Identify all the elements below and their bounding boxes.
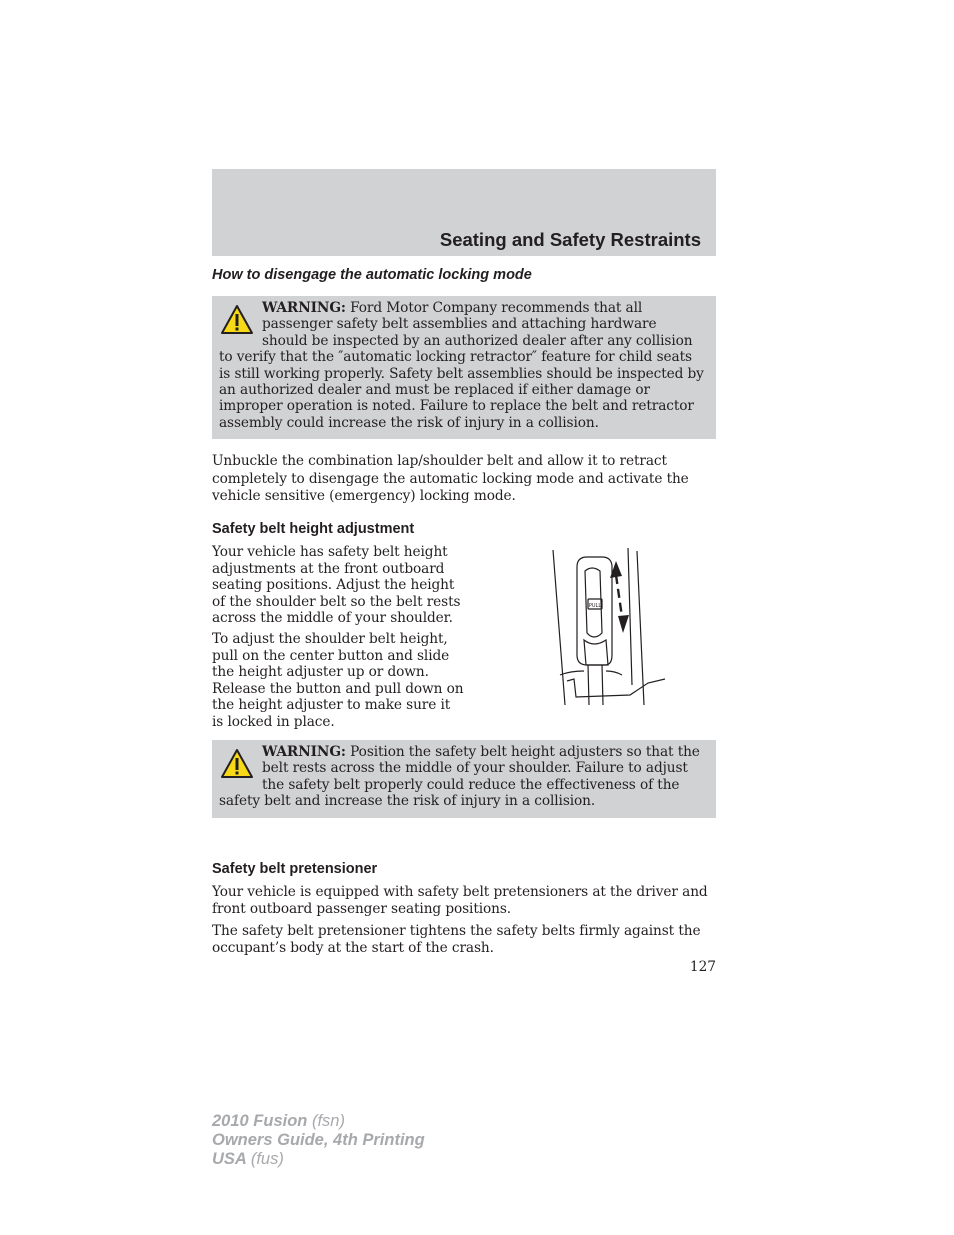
warning-text-height-adjusters [219,744,706,810]
heading-height-adjustment: Safety belt height adjustment [212,521,415,537]
pull-button-label: PULL [588,603,602,609]
paragraph-pretensioner-function: The safety belt pretensioner tightens the safety belts firmly against the occupant’s body at the start of the crash. [212,923,701,956]
section-header-band [212,169,716,256]
warning-label: WARNING: [262,300,346,316]
warning-text-inspection [219,300,706,431]
footer-region-code: (fus) [250,1150,284,1168]
heading-disengage-locking-mode: How to disengage the automatic locking mode [212,267,532,283]
paragraph-pretensioner-equipped: Your vehicle is equipped with safety belt pretensioners at the driver and front outboard passenger seating positions. [212,884,708,917]
page-number: 127 [689,959,716,975]
heading-pretensioner: Safety belt pretensioner [212,861,378,877]
warning-box-inspection [212,296,716,439]
footer-guide: Owners Guide, 4th Printing [212,1131,425,1149]
paragraph-unbuckle: Unbuckle the combination lap/shoulder belt and allow it to retract completely to disengage the automatic locking mode and activate the vehicle sensitive (emergency) locking mode. [212,453,689,504]
footer-region: USA [212,1150,247,1168]
footer-model: 2010 Fusion [212,1112,308,1130]
warning-body: Position the safety belt height adjusters so that the belt rests across the middle of your shoulder. Failure to adjust the safety belt properly could reduce the effectiveness of the safety belt and increase the risk of injury in a collision. [219,744,700,810]
warning-label: WARNING: [262,744,346,760]
warning-box-height-adjusters [212,740,716,818]
belt-height-adjuster-illustration [540,545,670,708]
paragraph-height-adjustment: Your vehicle has safety belt height adjustments at the front outboard seating positions. Adjust the height of the shoulder belt so the belt rests across the middle of your shoulder. [212,544,461,627]
footer [212,1112,425,1169]
warning-triangle-icon [220,748,254,780]
paragraph-adjust-instructions: To adjust the shoulder belt height, pull on the center button and slide the height adjuster up or down. Release the button and pull down on the height adjuster to make sure it is locked in place. [212,631,464,730]
warning-body: Ford Motor Company recommends that all passenger safety belt assemblies and attaching hardware should be inspected by an authorized dealer after any collision to verify that the ″automatic locking retractor″ feature for child seats is still working properly. Safety belt assemblies should be inspected by an authorized dealer and must be replaced if either damage or improper operation is noted. Failure to replace the belt and retractor assembly could increase the risk of injury in a collision. [219,300,704,431]
section-title: Seating and Safety Restraints [439,229,701,250]
footer-model-code: (fsn) [311,1112,345,1130]
warning-triangle-icon [220,304,254,336]
